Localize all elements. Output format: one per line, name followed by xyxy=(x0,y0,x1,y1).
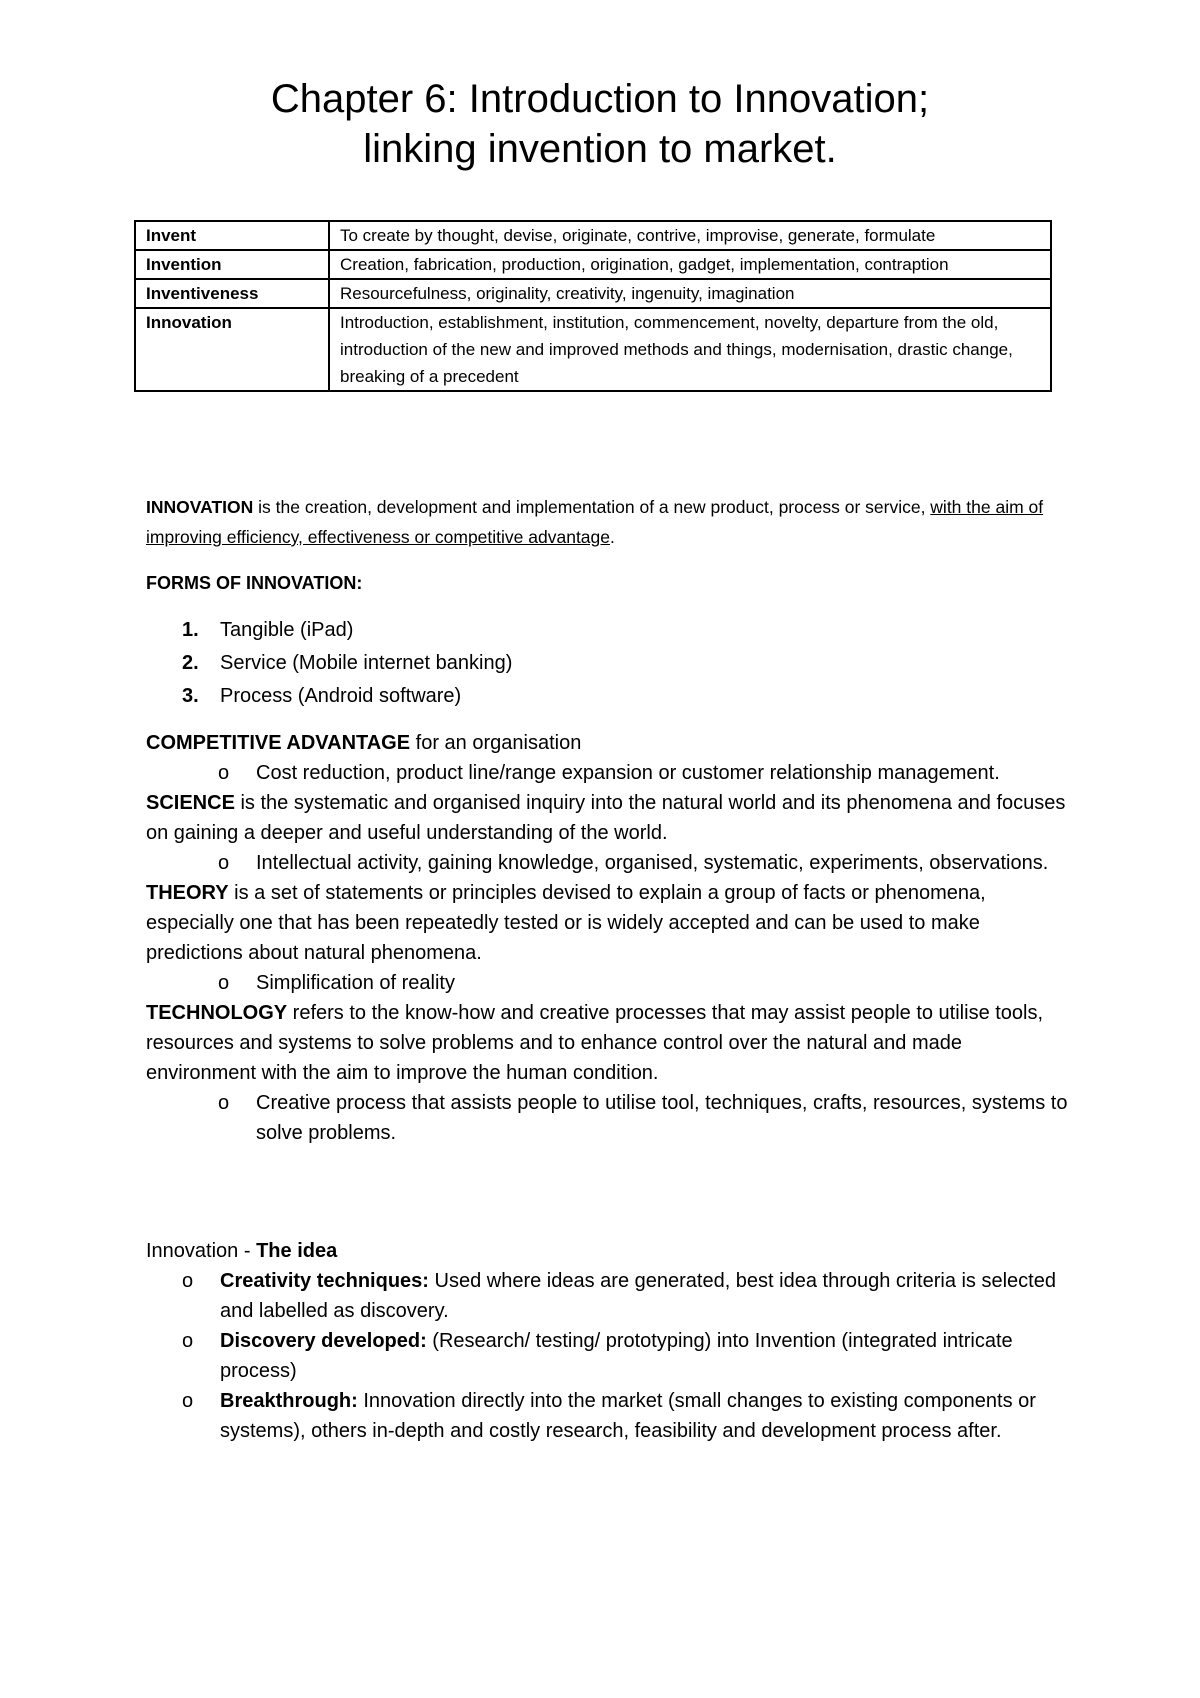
table-row xyxy=(135,308,1051,391)
forms-heading: FORMS OF INNOVATION: xyxy=(146,573,363,593)
bullet-term: Discovery developed: xyxy=(220,1330,427,1352)
bullet-term: Breakthrough: xyxy=(220,1390,358,1412)
list-item xyxy=(146,680,1076,713)
bullet-marker: o xyxy=(218,852,230,874)
theory-text: is a set of statements or principles devised to explain a group of facts or phenomena, especially one that has been repeatedly tested or is widely accepted and can be used to make predictions about natural phenomena. xyxy=(146,882,986,964)
bullet-marker: o xyxy=(182,1330,194,1352)
bullet-marker: o xyxy=(218,762,230,784)
list-text: Tangible (iPad) xyxy=(220,619,354,641)
technology-term: TECHNOLOGY xyxy=(146,1002,288,1024)
bullet-text: Intellectual activity, gaining knowledge, organised, systematic, experiments, observations. xyxy=(256,852,1049,874)
table-row xyxy=(135,279,1051,308)
innovation-definition xyxy=(146,492,1076,552)
bullet-description: Innovation directly into the market (small changes to existing components or systems), others in-depth and costly research, feasibility and development process after. xyxy=(220,1390,1036,1442)
bullet-text xyxy=(220,1386,1076,1446)
competitive-advantage-paragraph xyxy=(146,728,1076,758)
table-row xyxy=(135,221,1051,250)
bullet-text xyxy=(220,1266,1076,1326)
definition-term: Innovation xyxy=(135,308,329,391)
bullet-item xyxy=(146,758,1076,788)
technology-paragraph xyxy=(146,998,1076,1088)
bullet-item xyxy=(146,1266,1076,1326)
definition-meaning: Introduction, establishment, institution, commencement, novelty, departure from the old, introduction of the new and improved methods and things, modernisation, drastic change, breaking of a precedent xyxy=(329,308,1051,391)
definition-meaning: Resourcefulness, originality, creativity, ingenuity, imagination xyxy=(329,279,1051,308)
competitive-advantage-text: for an organisation xyxy=(410,732,582,754)
list-text: Process (Android software) xyxy=(220,685,462,707)
bullet-text xyxy=(220,1326,1076,1386)
science-text: is the systematic and organised inquiry into the natural world and its phenomena and focuses on gaining a deeper and useful understanding of the world. xyxy=(146,792,1066,844)
definitions-section xyxy=(146,728,1076,1148)
list-item xyxy=(146,614,1076,647)
bullet-item xyxy=(146,1088,1076,1148)
bullet-text: Creative process that assists people to utilise tool, techniques, crafts, resources, systems to solve problems. xyxy=(256,1092,1068,1144)
forms-list xyxy=(146,614,1076,713)
definition-meaning: Creation, fabrication, production, origination, gadget, implementation, contraption xyxy=(329,250,1051,279)
definition-meaning: To create by thought, devise, originate, contrive, improvise, generate, formulate xyxy=(329,221,1051,250)
list-number: 1. xyxy=(182,619,199,641)
bullet-marker: o xyxy=(218,1092,230,1114)
definition-term: Invent xyxy=(135,221,329,250)
definition-term: Inventiveness xyxy=(135,279,329,308)
title-line-1: Chapter 6: Introduction to Innovation; xyxy=(270,77,930,121)
bullet-text: Simplification of reality xyxy=(256,972,455,994)
idea-heading-plain: Innovation - xyxy=(146,1240,257,1262)
bullet-description: Used where ideas are generated, best idea through criteria is selected and labelled as discovery. xyxy=(220,1270,1056,1322)
science-term: SCIENCE xyxy=(146,792,235,814)
list-item xyxy=(146,647,1076,680)
idea-heading-bold: The idea xyxy=(256,1240,338,1262)
bullet-item xyxy=(146,1326,1076,1386)
list-number: 2. xyxy=(182,652,199,674)
bullet-item xyxy=(146,968,1076,998)
bullet-term: Creativity techniques: xyxy=(220,1270,429,1292)
bullet-marker: o xyxy=(182,1270,194,1292)
title-line-2: linking invention to market. xyxy=(363,127,837,171)
theory-term: THEORY xyxy=(146,882,229,904)
bullet-text: Cost reduction, product line/range expansion or customer relationship management. xyxy=(256,762,1000,784)
idea-section xyxy=(146,1236,1076,1446)
innovation-underlined-text: with the aim of improving efficiency, effectiveness or competitive advantage xyxy=(146,497,1044,547)
bullet-item xyxy=(146,1386,1076,1446)
innovation-term: INNOVATION xyxy=(146,497,254,517)
bullet-marker: o xyxy=(218,972,230,994)
innovation-text-end: . xyxy=(610,527,615,547)
definition-term: Invention xyxy=(135,250,329,279)
competitive-advantage-term: COMPETITIVE ADVANTAGE xyxy=(146,732,411,754)
science-paragraph xyxy=(146,788,1076,848)
idea-heading xyxy=(146,1236,1076,1266)
bullet-description: (Research/ testing/ prototyping) into Invention (integrated intricate process) xyxy=(220,1330,1013,1382)
page-title xyxy=(0,74,1200,174)
innovation-text: is the creation, development and implementation of a new product, process or service, xyxy=(253,497,931,517)
table-row xyxy=(135,250,1051,279)
technology-text: refers to the know-how and creative processes that may assist people to utilise tools, resources and systems to solve problems and to enhance control over the natural and made environment with the aim to improve the human condition. xyxy=(146,1002,1044,1084)
list-number: 3. xyxy=(182,685,199,707)
bullet-item xyxy=(146,848,1076,878)
theory-paragraph xyxy=(146,878,1076,968)
bullet-marker: o xyxy=(182,1390,194,1412)
definitions-table xyxy=(134,220,1052,392)
list-text: Service (Mobile internet banking) xyxy=(220,652,513,674)
